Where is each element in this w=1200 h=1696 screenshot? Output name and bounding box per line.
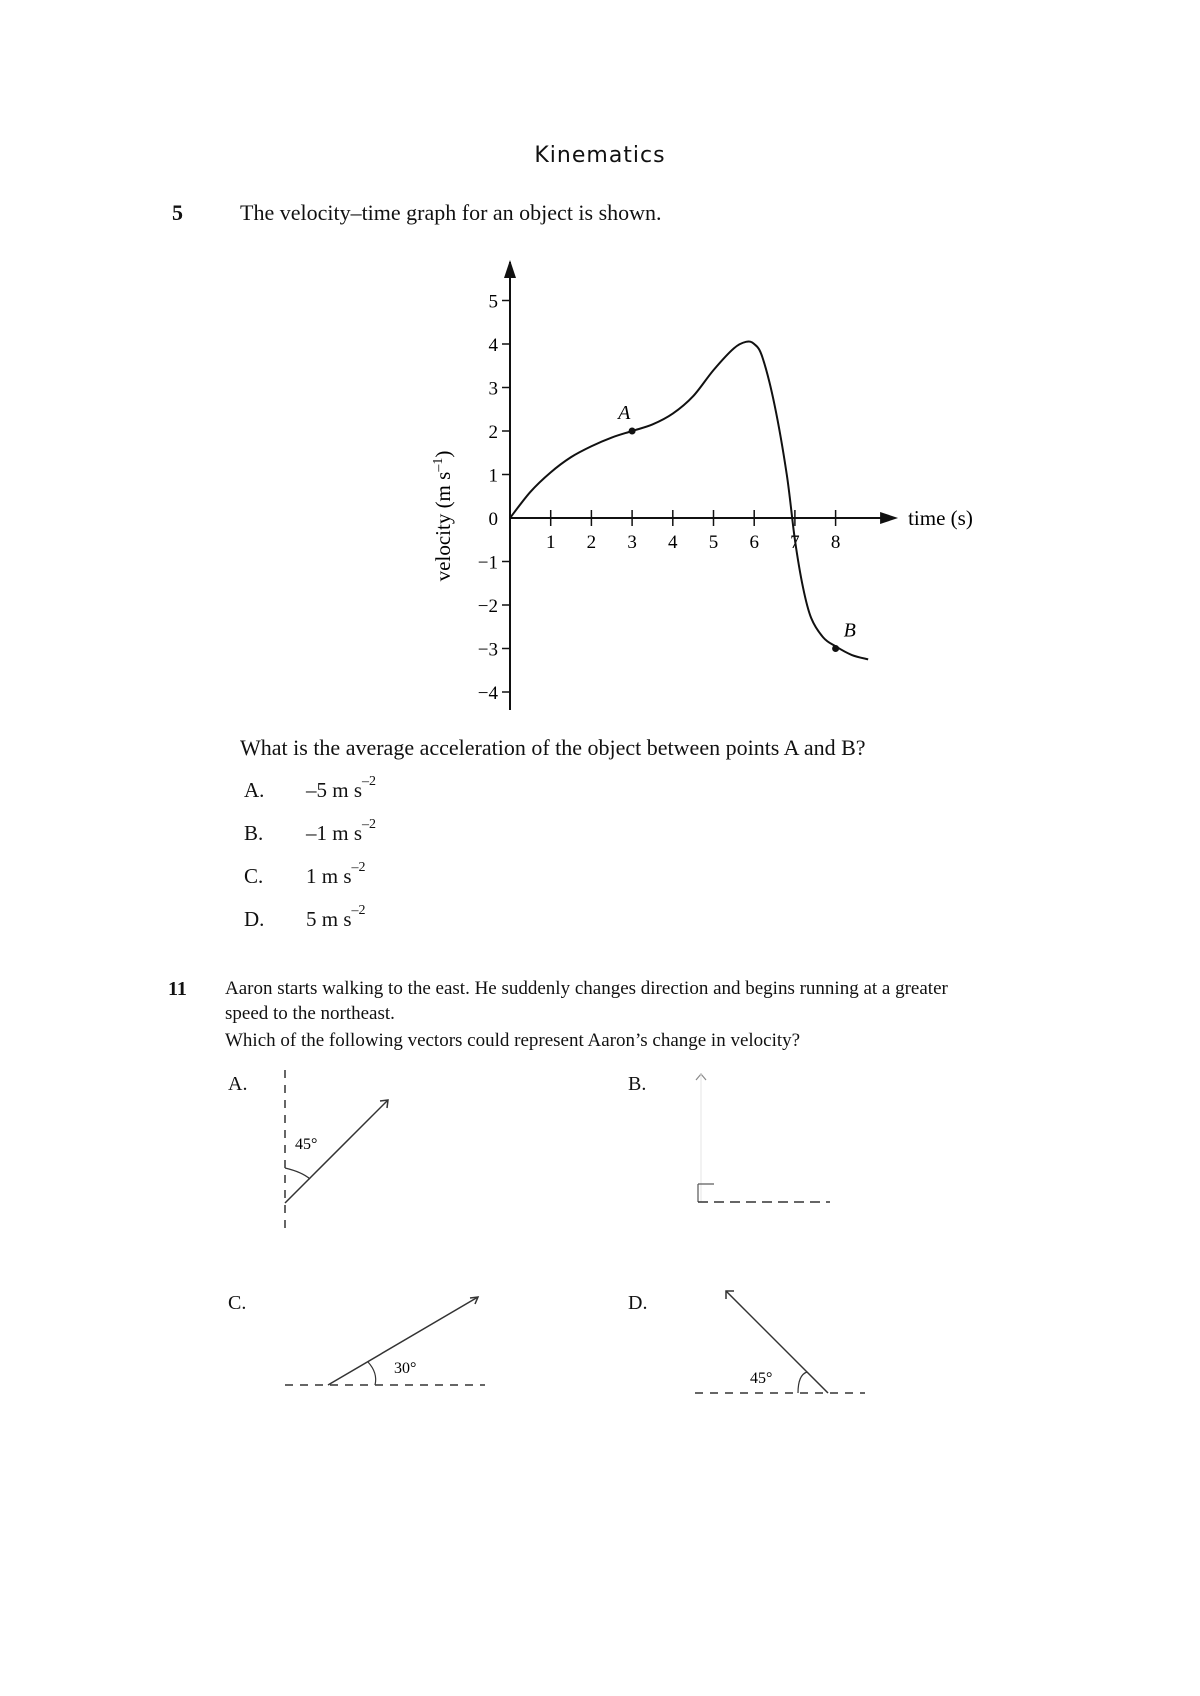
x-tick-label: 2 <box>586 532 597 553</box>
y-tick-label: 4 <box>488 335 498 356</box>
y-axis-label: velocity (m $s^{-1}$) <box>431 450 455 582</box>
y-tick-label: 3 <box>488 378 498 400</box>
question-11-stem-line-2: speed to the northeast. <box>225 1003 395 1024</box>
question-5-number: 5 <box>172 200 183 225</box>
vector-option-a-diagram[interactable] <box>270 1068 410 1238</box>
option-value: –1 m s <box>306 821 363 845</box>
option-letter: B. <box>244 821 264 845</box>
x-axis-label: time (s) <box>908 506 973 530</box>
point-b-label: B <box>843 619 856 642</box>
vector-option-d-diagram[interactable] <box>690 1285 870 1405</box>
option-a[interactable] <box>244 774 377 803</box>
velocity-change-vector <box>726 1291 828 1393</box>
question-11-number: 11 <box>168 978 187 1000</box>
vector-option-b-diagram[interactable] <box>690 1068 840 1218</box>
option-d[interactable] <box>244 903 366 932</box>
x-tick-label: 4 <box>668 532 678 553</box>
option-exponent: –2 <box>362 774 377 789</box>
y-tick-label: −3 <box>477 639 498 661</box>
angle-label: 30° <box>394 1360 417 1377</box>
option-letter: A. <box>244 778 265 802</box>
x-tick-label: 1 <box>545 532 556 553</box>
vector-option-b-letter[interactable]: B. <box>628 1073 647 1095</box>
angle-label: 45° <box>750 1370 773 1387</box>
y-tick-label: 1 <box>488 465 498 487</box>
velocity-time-graph <box>0 240 1200 720</box>
x-tick-label: 5 <box>708 532 719 553</box>
option-value: –5 m s <box>306 778 363 802</box>
option-exponent: –2 <box>362 817 377 832</box>
option-value: 1 m s <box>306 864 352 888</box>
option-exponent: –2 <box>351 860 366 875</box>
y-tick-label: −1 <box>477 552 498 574</box>
option-letter: D. <box>244 907 265 931</box>
point-a-label: A <box>618 402 631 424</box>
vector-option-c-letter[interactable]: C. <box>228 1292 247 1314</box>
option-letter: C. <box>244 864 264 888</box>
y-tick-label: −4 <box>477 683 498 704</box>
question-11-prompt: Which of the following vectors could represent Aaron’s change in velocity? <box>225 1030 801 1051</box>
x-axis-arrowhead-icon <box>880 512 898 524</box>
x-tick-label: 8 <box>830 532 841 553</box>
x-tick-label: 3 <box>627 532 637 553</box>
question-5-prompt: What is the average acceleration of the object between points A and B? <box>240 735 866 760</box>
vector-option-c-diagram[interactable] <box>280 1285 490 1395</box>
page-title: Kinematics <box>534 143 666 168</box>
question-11-stem-line-1: Aaron starts walking to the east. He suddenly changes direction and begins running at a greater <box>225 978 948 999</box>
angle-arc <box>798 1372 807 1393</box>
vector-option-a-letter[interactable]: A. <box>228 1073 248 1095</box>
question-5-options <box>244 770 644 930</box>
x-tick-label: 6 <box>749 532 759 553</box>
velocity-curve <box>510 341 868 659</box>
option-exponent: –2 <box>351 903 366 918</box>
y-axis-arrowhead-icon <box>504 260 516 278</box>
y-tick-label: 5 <box>488 291 498 313</box>
y-tick-label: −2 <box>477 596 498 617</box>
y-tick-label: 0 <box>488 509 498 530</box>
angle-arc <box>285 1168 310 1179</box>
option-c[interactable] <box>244 860 366 889</box>
angle-label: 45° <box>295 1136 318 1153</box>
option-value: 5 m s <box>306 907 352 931</box>
angle-arc <box>368 1362 376 1385</box>
vector-option-d-letter[interactable]: D. <box>628 1292 648 1314</box>
question-5-stem: The velocity–time graph for an object is shown. <box>240 200 662 225</box>
x-tick-label: 7 <box>790 532 800 553</box>
point-b-marker <box>832 645 839 652</box>
y-tick-label: 2 <box>488 422 498 443</box>
point-a-marker <box>629 428 636 435</box>
option-b[interactable] <box>244 817 377 846</box>
